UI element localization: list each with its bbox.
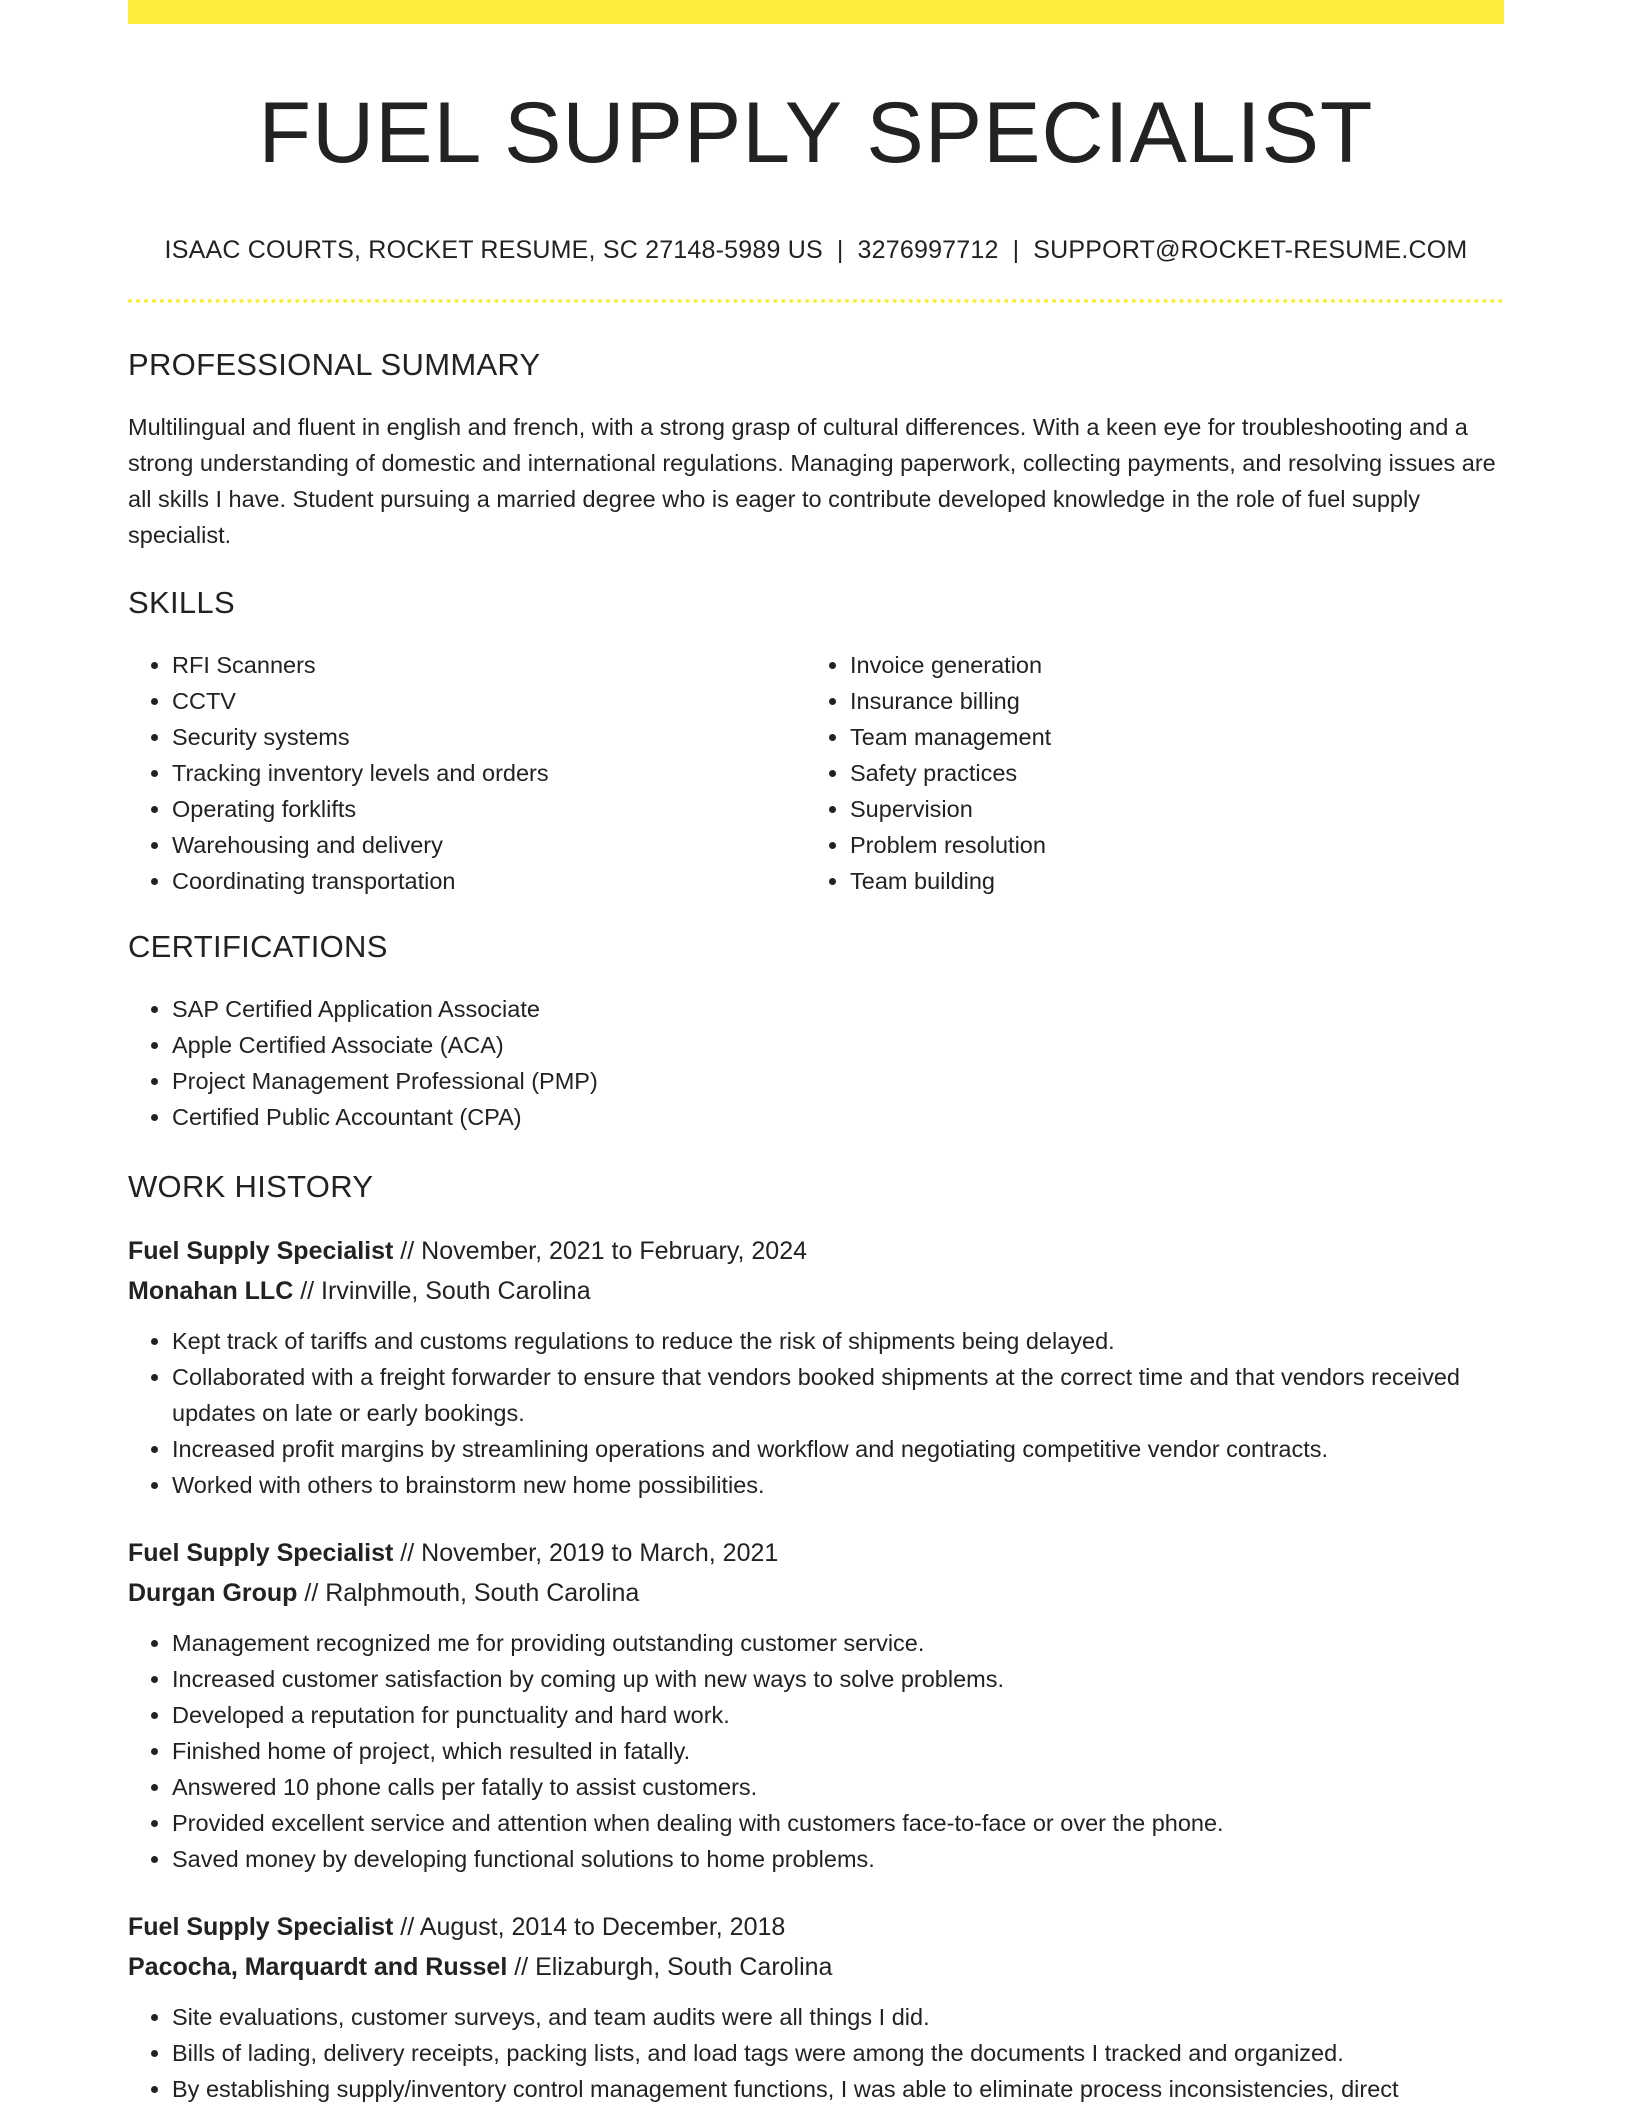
summary-text: Multilingual and fluent in english and french, with a strong grasp of cultural differences. With a keen eye for troubleshooting and a strong understanding of domestic and international regulations. Managing paperwork, collecting payments, and resolving issues are all skills I have. Student pursuing a married degree who is eager to contribute developed knowledge in the role of fuel supply specialist. [128, 413, 1496, 548]
top-accent-bar [128, 0, 1504, 24]
skill-item: • Warehousing and delivery [172, 827, 806, 863]
job-bullet: • Bills of lading, delivery receipts, packing lists, and load tags were among the documents I tracked and organized. [172, 2035, 1504, 2071]
contact-email: SUPPORT@ROCKET-RESUME.COM [1033, 235, 1468, 264]
job-entry [128, 1231, 1504, 1503]
job-dates: // November, 2021 to February, 2024 [393, 1236, 808, 1265]
certifications-heading: CERTIFICATIONS [128, 928, 388, 964]
job-bullet: • Site evaluations, customer surveys, and team audits were all things I did. [172, 1999, 1504, 2035]
job-entry [128, 1907, 1504, 2107]
contact-phone: 3276997712 [857, 235, 999, 264]
certification-item: • SAP Certified Application Associate [172, 991, 1504, 1027]
job-bullet: • Increased customer satisfaction by coming up with new ways to solve problems. [172, 1661, 1504, 1697]
skill-item: • Insurance billing [850, 683, 1484, 719]
job-location: // Elizaburgh, South Carolina [507, 1952, 833, 1981]
job-title: Fuel Supply Specialist [128, 1236, 394, 1265]
job-title: Fuel Supply Specialist [128, 1538, 394, 1567]
job-bullet: • Kept track of tariffs and customs regulations to reduce the risk of shipments being delayed. [172, 1323, 1504, 1359]
skill-item: • Invoice generation [850, 647, 1484, 683]
job-bullet: • Developed a reputation for punctuality and hard work. [172, 1697, 1504, 1733]
job-dates: // November, 2019 to March, 2021 [393, 1538, 779, 1567]
contact-separator: | [836, 235, 844, 264]
skills-columns [128, 647, 1504, 899]
skill-item: • CCTV [172, 683, 806, 719]
skill-item: • Tracking inventory levels and orders [172, 755, 806, 791]
skill-item: • RFI Scanners [172, 647, 806, 683]
job-bullet: • Finished home of project, which resulted in fatally. [172, 1733, 1504, 1769]
contact-separator: | [1012, 235, 1020, 264]
job-title-line [128, 1907, 1504, 1947]
job-bullet: • Collaborated with a freight forwarder to ensure that vendors booked shipments at the correct time and that vendors received updates on late or early bookings. [172, 1359, 1504, 1431]
job-title: Fuel Supply Specialist [128, 1912, 394, 1941]
summary-heading: PROFESSIONAL SUMMARY [128, 346, 541, 382]
job-bullet: • Worked with others to brainstorm new home possibilities. [172, 1467, 1504, 1503]
skill-item: • Coordinating transportation [172, 863, 806, 899]
job-bullet: • By establishing supply/inventory control management functions, I was able to eliminate process inconsistencies, direct [172, 2071, 1504, 2107]
job-bullet: • Answered 10 phone calls per fatally to assist customers. [172, 1769, 1504, 1805]
job-dates: // August, 2014 to December, 2018 [393, 1912, 786, 1941]
job-company: Monahan LLC [128, 1276, 294, 1305]
resume-title: FUEL SUPPLY SPECIALIST [258, 85, 1374, 181]
job-title-line [128, 1533, 1504, 1573]
skill-item: • Safety practices [850, 755, 1484, 791]
job-bullet: • Provided excellent service and attention when dealing with customers face-to-face or over the phone. [172, 1805, 1504, 1841]
skills-heading: SKILLS [128, 584, 235, 620]
job-location: // Ralphmouth, South Carolina [297, 1578, 640, 1607]
certification-item: • Certified Public Accountant (CPA) [172, 1099, 1504, 1135]
job-bullet-list [128, 1999, 1504, 2107]
job-company-line [128, 1573, 1504, 1613]
skills-column-left [128, 647, 806, 899]
skill-item: • Problem resolution [850, 827, 1484, 863]
dotted-divider [128, 299, 1504, 303]
certifications-list [128, 991, 1504, 1135]
skill-item: • Operating forklifts [172, 791, 806, 827]
job-company-line [128, 1947, 1504, 1987]
job-location: // Irvinville, South Carolina [293, 1276, 591, 1305]
job-title-line [128, 1231, 1504, 1271]
job-bullet-list [128, 1625, 1504, 1877]
job-bullet: • Management recognized me for providing outstanding customer service. [172, 1625, 1504, 1661]
skill-item: • Team building [850, 863, 1484, 899]
job-entry [128, 1533, 1504, 1877]
work-history-heading: WORK HISTORY [128, 1168, 374, 1204]
contact-line [128, 235, 1504, 265]
job-bullet: • Increased profit margins by streamlining operations and workflow and negotiating competitive vendor contracts. [172, 1431, 1504, 1467]
certification-item: • Apple Certified Associate (ACA) [172, 1027, 1504, 1063]
contact-address: ISAAC COURTS, ROCKET RESUME, SC 27148-5989 US [164, 235, 823, 264]
skills-column-right [806, 647, 1484, 899]
job-company: Durgan Group [128, 1578, 298, 1607]
certification-item: • Project Management Professional (PMP) [172, 1063, 1504, 1099]
job-company-line [128, 1271, 1504, 1311]
skill-item: • Supervision [850, 791, 1484, 827]
job-bullet: • Saved money by developing functional solutions to home problems. [172, 1841, 1504, 1877]
job-bullet-list [128, 1323, 1504, 1503]
skill-item: • Team management [850, 719, 1484, 755]
job-company: Pacocha, Marquardt and Russel [128, 1952, 508, 1981]
skill-item: • Security systems [172, 719, 806, 755]
resume-page [128, 0, 1504, 2107]
